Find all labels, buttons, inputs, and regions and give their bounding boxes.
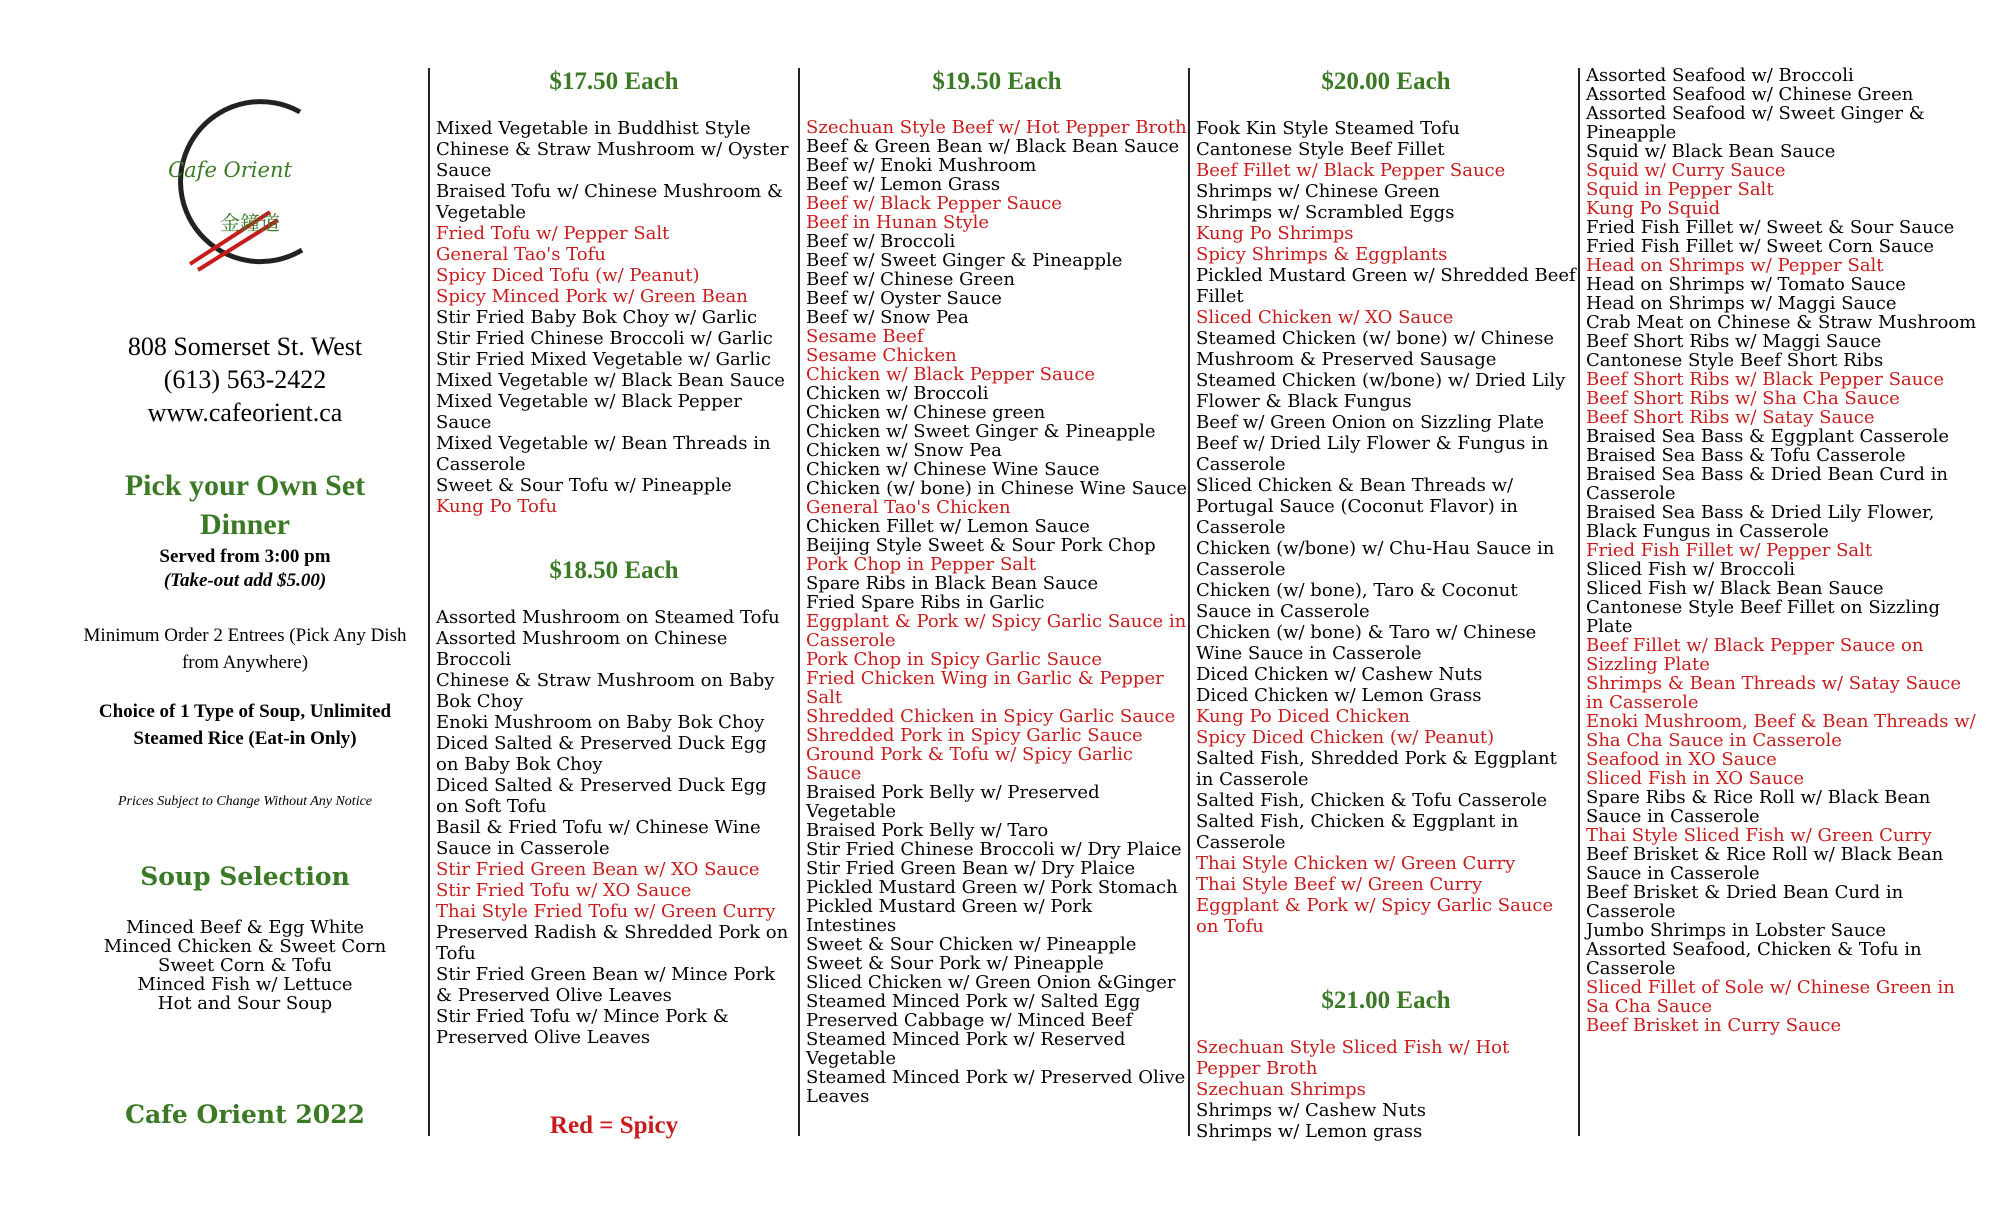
menu-item: Shredded Pork in Spicy Garlic Sauce (806, 725, 1143, 746)
menu-column-1 (436, 60, 792, 1048)
menu-item: Chicken Fillet w/ Lemon Sauce (806, 516, 1090, 537)
menu-item: Shredded Chicken in Spicy Garlic Sauce (806, 706, 1176, 727)
column-divider (1578, 68, 1580, 1136)
menu-item: Steamed Chicken (w/bone) w/ Dried Lily Flower & Black Fungus (1196, 370, 1566, 412)
menu-item: Szechuan Style Beef w/ Hot Pepper Broth (806, 117, 1187, 138)
menu-item: Sliced Chicken & Bean Threads w/ Portugal Sauce (Coconut Flavor) in Casserole (1196, 475, 1518, 538)
menu-item: Braised Sea Bass & Eggplant Casserole (1586, 426, 1950, 447)
promo-title: Pick your Own Set Dinner (124, 469, 366, 541)
menu-item: Sweet & Sour Pork w/ Pineapple (806, 953, 1104, 974)
section-items-2100 (1196, 1037, 1576, 1142)
menu-item: Sliced Fish w/ Broccoli (1586, 559, 1795, 580)
menu-item: Chicken w/ Broccoli (806, 383, 989, 404)
menu-item: Fried Spare Ribs in Garlic (806, 592, 1045, 613)
menu-item: Stir Fried Green Bean w/ XO Sauce (436, 859, 760, 880)
menu-item: General Tao's Tofu (436, 244, 606, 265)
menu-item: Szechuan Shrimps (1196, 1079, 1366, 1100)
menu-item: Chicken w/ Chinese green (806, 402, 1046, 423)
menu-item: Beef Brisket & Dried Bean Curd in Casserole (1586, 882, 1904, 922)
menu-item: Diced Salted & Preserved Duck Egg on Soft Tofu (436, 775, 767, 817)
menu-item: Braised Sea Bass & Dried Lily Flower, Black Fungus in Casserole (1586, 502, 1935, 542)
menu-item: Chicken (w/ bone) & Taro w/ Chinese Wine Sauce in Casserole (1196, 622, 1537, 664)
menu-item: Beef Short Ribs w/ Maggi Sauce (1586, 331, 1882, 352)
menu-item: Beef w/ Green Onion on Sizzling Plate (1196, 412, 1545, 433)
menu-column-3 (1196, 60, 1576, 1142)
menu-item: Braised Pork Belly w/ Preserved Vegetable (806, 782, 1100, 822)
menu-item: Mixed Vegetable w/ Bean Threads in Casserole (436, 433, 771, 475)
soup-item: Minced Fish w/ Lettuce (137, 974, 353, 995)
menu-item: Chicken (w/bone) w/ Chu-Hau Sauce in Casserole (1196, 538, 1555, 580)
menu-item: Ground Pork & Tofu w/ Spicy Garlic Sauce (806, 744, 1133, 784)
menu-item: Thai Style Chicken w/ Green Curry (1196, 853, 1516, 874)
menu-item: Beef w/ Broccoli (806, 231, 956, 252)
menu-item: Chicken w/ Black Pepper Sauce (806, 364, 1096, 385)
menu-item: Enoki Mushroom on Baby Bok Choy (436, 712, 765, 733)
menu-item: Sliced Fillet of Sole w/ Chinese Green in Sa Cha Sauce (1586, 977, 1955, 1017)
menu-item: Pickled Mustard Green w/ Pork Intestines (806, 896, 1093, 936)
address: 808 Somerset St. West (127, 332, 363, 361)
menu-item: Beef Fillet w/ Black Pepper Sauce on Sizzling Plate (1586, 635, 1924, 675)
menu-item: Steamed Minced Pork w/ Reserved Vegetable (806, 1029, 1126, 1069)
menu-item: Stir Fried Chinese Broccoli w/ Garlic (436, 328, 773, 349)
menu-item: Steamed Minced Pork w/ Salted Egg (806, 991, 1141, 1012)
menu-item: Pickled Mustard Green w/ Shredded Beef Fillet (1196, 265, 1576, 307)
spicy-legend: Red = Spicy (549, 1112, 679, 1139)
menu-item: Diced Salted & Preserved Duck Egg on Baby Bok Choy (436, 733, 767, 775)
column-divider (798, 68, 800, 1136)
menu-item: Beef w/ Sweet Ginger & Pineapple (806, 250, 1123, 271)
menu-item: Mixed Vegetable w/ Black Bean Sauce (436, 370, 785, 391)
soup-title: Soup Selection (140, 862, 350, 891)
menu-item: Braised Tofu w/ Chinese Mushroom & Vegetable (436, 181, 783, 223)
menu-item: Sweet & Sour Tofu w/ Pineapple (436, 475, 732, 496)
section-price-2000: $20.00 Each (1321, 68, 1451, 95)
menu-item: Head on Shrimps w/ Tomato Sauce (1586, 274, 1906, 295)
menu-item: Spare Ribs & Rice Roll w/ Black Bean Sauce in Casserole (1586, 787, 1931, 827)
menu-item: Shrimps & Bean Threads w/ Satay Sauce in Casserole (1586, 673, 1962, 713)
menu-item: Fried Fish Fillet w/ Pepper Salt (1586, 540, 1873, 561)
menu-item: Sesame Chicken (806, 345, 957, 366)
menu-item: Braised Sea Bass & Tofu Casserole (1586, 445, 1906, 466)
menu-item: Pork Chop in Pepper Salt (806, 554, 1037, 575)
menu-item: Beef in Hunan Style (806, 212, 990, 233)
menu-item: Beef w/ Oyster Sauce (806, 288, 1002, 309)
menu-item: Cantonese Style Beef Short Ribs (1586, 350, 1884, 371)
menu-item: Beef w/ Black Pepper Sauce (806, 193, 1062, 214)
menu-item: Preserved Cabbage w/ Minced Beef (806, 1010, 1133, 1031)
menu-item: Beef w/ Snow Pea (806, 307, 969, 328)
served-block (60, 545, 430, 593)
section-price-1950: $19.50 Each (932, 68, 1062, 95)
soup-item: Sweet Corn & Tofu (158, 955, 332, 976)
menu-item: General Tao's Chicken (806, 497, 1011, 518)
menu-item: Stir Fried Tofu w/ Mince Pork & Preserved Olive Leaves (436, 1006, 729, 1048)
menu-item: Beef w/ Dried Lily Flower & Fungus in Casserole (1196, 433, 1549, 475)
footer-text: Cafe Orient 2022 (125, 1100, 365, 1129)
menu-item: Stir Fried Tofu w/ XO Sauce (436, 880, 692, 901)
menu-item: Beef Short Ribs w/ Sha Cha Sauce (1586, 388, 1900, 409)
soup-item: Minced Chicken & Sweet Corn (103, 936, 387, 957)
section-items-1850 (436, 607, 792, 1048)
menu-item: Beef Short Ribs w/ Black Pepper Sauce (1586, 369, 1945, 390)
section-items-1950 (806, 118, 1188, 1106)
menu-item: Spare Ribs in Black Bean Sauce (806, 573, 1099, 594)
menu-item: Beijing Style Sweet & Sour Pork Chop (806, 535, 1156, 556)
menu-item: Fried Chicken Wing in Garlic & Pepper Salt (806, 668, 1164, 708)
menu-item: Squid w/ Black Bean Sauce (1586, 141, 1836, 162)
menu-item: Sliced Fish w/ Black Bean Sauce (1586, 578, 1884, 599)
logo-chinese-text: 金鐘道 (220, 211, 280, 235)
menu-item: Assorted Seafood, Chicken & Tofu in Casserole (1586, 939, 1922, 979)
choice-note: Choice of 1 Type of Soup, Unlimited Steamed Rice (Eat-in Only) (98, 701, 392, 749)
logo-name-text: Cafe Orient (168, 158, 292, 182)
menu-item: Beef w/ Chinese Green (806, 269, 1015, 290)
menu-item: Stir Fried Mixed Vegetable w/ Garlic (436, 349, 771, 370)
takeout-note: (Take-out add $5.00) (163, 570, 327, 591)
menu-item: Jumbo Shrimps in Lobster Sauce (1586, 920, 1887, 941)
menu-item: Stir Fried Chinese Broccoli w/ Dry Plaice (806, 839, 1182, 860)
menu-item: Braised Pork Belly w/ Taro (806, 820, 1049, 841)
menu-item: Chicken (w/ bone) in Chinese Wine Sauce (806, 478, 1187, 499)
menu-item: Preserved Radish & Shredded Pork on Tofu (436, 922, 789, 964)
menu-item: Salted Fish, Chicken & Tofu Casserole (1196, 790, 1548, 811)
menu-item: Chicken w/ Sweet Ginger & Pineapple (806, 421, 1156, 442)
minimum-order: Minimum Order 2 Entrees (Pick Any Dish from Anywhere) (83, 625, 407, 673)
menu-item: Thai Style Sliced Fish w/ Green Curry (1586, 825, 1932, 846)
menu-item: Braised Sea Bass & Dried Bean Curd in Casserole (1586, 464, 1948, 504)
menu-item: Fried Fish Fillet w/ Sweet & Sour Sauce (1586, 217, 1955, 238)
menu-item: Beef & Green Bean w/ Black Bean Sauce (806, 136, 1180, 157)
menu-item: Kung Po Diced Chicken (1196, 706, 1410, 727)
menu-item: Shrimps w/ Scrambled Eggs (1196, 202, 1455, 223)
menu-item: Fook Kin Style Steamed Tofu (1196, 118, 1460, 139)
soup-item: Minced Beef & Egg White (125, 917, 365, 938)
menu-item: Chicken w/ Snow Pea (806, 440, 1002, 461)
menu-item: Beef Short Ribs w/ Satay Sauce (1586, 407, 1875, 428)
menu-item: Beef Brisket & Rice Roll w/ Black Bean Sauce in Casserole (1586, 844, 1944, 884)
column-divider (1188, 68, 1190, 1136)
menu-item: Spicy Diced Tofu (w/ Peanut) (436, 265, 700, 286)
phone: (613) 563-2422 (163, 365, 327, 394)
menu-item: Steamed Minced Pork w/ Preserved Olive Leaves (806, 1067, 1186, 1107)
soup-item: Hot and Sour Soup (157, 993, 333, 1014)
section-price-1750: $17.50 Each (549, 68, 679, 95)
menu-item: Kung Po Squid (1586, 198, 1721, 219)
menu-item: Fried Fish Fillet w/ Sweet Corn Sauce (1586, 236, 1935, 257)
served-time: Served from 3:00 pm (159, 546, 331, 567)
website[interactable]: www.cafeorient.ca (147, 398, 343, 427)
section-items-1750 (436, 118, 792, 517)
menu-item: Chicken w/ Chinese Wine Sauce (806, 459, 1100, 480)
contact-block (60, 330, 430, 429)
menu-item: Sweet & Sour Chicken w/ Pineapple (806, 934, 1137, 955)
menu-item: Mixed Vegetable in Buddhist Style (436, 118, 751, 139)
section-items-continued (1586, 66, 1978, 1035)
menu-item: Fried Tofu w/ Pepper Salt (436, 223, 670, 244)
menu-item: Spicy Shrimps & Eggplants (1196, 244, 1448, 265)
menu-item: Diced Chicken w/ Lemon Grass (1196, 685, 1482, 706)
section-price-2100: $21.00 Each (1321, 987, 1451, 1014)
menu-item: Salted Fish, Shredded Pork & Eggplant in Casserole (1196, 748, 1557, 790)
menu-item: Cantonese Style Beef Fillet on Sizzling Plate (1586, 597, 1941, 637)
menu-column-2 (806, 60, 1188, 1106)
price-notice: Prices Subject to Change Without Any Notice (117, 794, 373, 809)
menu-item: Assorted Seafood w/ Broccoli (1586, 65, 1854, 86)
menu-item: Thai Style Beef w/ Green Curry (1196, 874, 1483, 895)
menu-item: Cantonese Style Beef Fillet (1196, 139, 1445, 160)
menu-item: Shrimps w/ Cashew Nuts (1196, 1100, 1426, 1121)
menu-item: Thai Style Fried Tofu w/ Green Curry (436, 901, 776, 922)
menu-column-4 (1586, 66, 1978, 1035)
menu-item: Assorted Mushroom on Steamed Tofu (436, 607, 780, 628)
menu-item: Stir Fried Green Bean w/ Dry Plaice (806, 858, 1136, 879)
menu-item: Assorted Mushroom on Chinese Broccoli (436, 628, 728, 670)
menu-item: Chinese & Straw Mushroom on Baby Bok Choy (436, 670, 775, 712)
menu-item: Shrimps w/ Chinese Green (1196, 181, 1440, 202)
column-divider (428, 68, 430, 1136)
menu-item: Stir Fried Baby Bok Choy w/ Garlic (436, 307, 758, 328)
menu-item: Assorted Seafood w/ Chinese Green (1586, 84, 1914, 105)
menu-item: Steamed Chicken (w/ bone) w/ Chinese Mushroom & Preserved Sausage (1196, 328, 1555, 370)
menu-item: Beef Brisket in Curry Sauce (1586, 1015, 1842, 1036)
menu-item: Eggplant & Pork w/ Spicy Garlic Sauce in Casserole (806, 611, 1187, 651)
menu-item: Kung Po Tofu (436, 496, 558, 517)
menu-item: Enoki Mushroom, Beef & Bean Threads w/ Sha Cha Sauce in Casserole (1586, 711, 1976, 751)
menu-item: Shrimps w/ Lemon grass (1196, 1121, 1423, 1142)
menu-item: Sesame Beef (806, 326, 924, 347)
soup-list (60, 918, 430, 1013)
menu-item: Assorted Seafood w/ Sweet Ginger & Pineapple (1586, 103, 1925, 143)
menu-item: Squid w/ Curry Sauce (1586, 160, 1786, 181)
menu-item: Stir Fried Green Bean w/ Mince Pork & Preserved Olive Leaves (436, 964, 776, 1006)
menu-item: Basil & Fried Tofu w/ Chinese Wine Sauce in Casserole (436, 817, 761, 859)
menu-item: Head on Shrimps w/ Maggi Sauce (1586, 293, 1897, 314)
section-items-2000 (1196, 118, 1576, 937)
cafe-orient-logo (150, 82, 330, 282)
menu-item: Sliced Fish in XO Sauce (1586, 768, 1805, 789)
menu-item: Kung Po Shrimps (1196, 223, 1354, 244)
menu-item: Spicy Minced Pork w/ Green Bean (436, 286, 748, 307)
menu-item: Pork Chop in Spicy Garlic Sauce (806, 649, 1102, 670)
menu-item: Sliced Chicken w/ XO Sauce (1196, 307, 1454, 328)
menu-item: Diced Chicken w/ Cashew Nuts (1196, 664, 1483, 685)
menu-item: Salted Fish, Chicken & Eggplant in Casserole (1196, 811, 1519, 853)
menu-item: Mixed Vegetable w/ Black Pepper Sauce (436, 391, 742, 433)
menu-item: Chinese & Straw Mushroom w/ Oyster Sauce (436, 139, 789, 181)
menu-item: Crab Meat on Chinese & Straw Mushroom (1586, 312, 1977, 333)
menu-item: Szechuan Style Sliced Fish w/ Hot Pepper Broth (1196, 1037, 1510, 1079)
menu-item: Beef w/ Lemon Grass (806, 174, 1001, 195)
menu-item: Beef Fillet w/ Black Pepper Sauce (1196, 160, 1506, 181)
menu-item: Seafood in XO Sauce (1586, 749, 1777, 770)
menu-item: Pickled Mustard Green w/ Pork Stomach (806, 877, 1178, 898)
section-price-1850: $18.50 Each (549, 557, 679, 584)
menu-item: Head on Shrimps w/ Pepper Salt (1586, 255, 1884, 276)
menu-item: Beef w/ Enoki Mushroom (806, 155, 1037, 176)
menu-item: Squid in Pepper Salt (1586, 179, 1774, 200)
menu-item: Eggplant & Pork w/ Spicy Garlic Sauce on Tofu (1196, 895, 1554, 937)
menu-item: Spicy Diced Chicken (w/ Peanut) (1196, 727, 1495, 748)
menu-item: Chicken (w/ bone), Taro & Coconut Sauce in Casserole (1196, 580, 1518, 622)
menu-item: Sliced Chicken w/ Green Onion &Ginger (806, 972, 1176, 993)
